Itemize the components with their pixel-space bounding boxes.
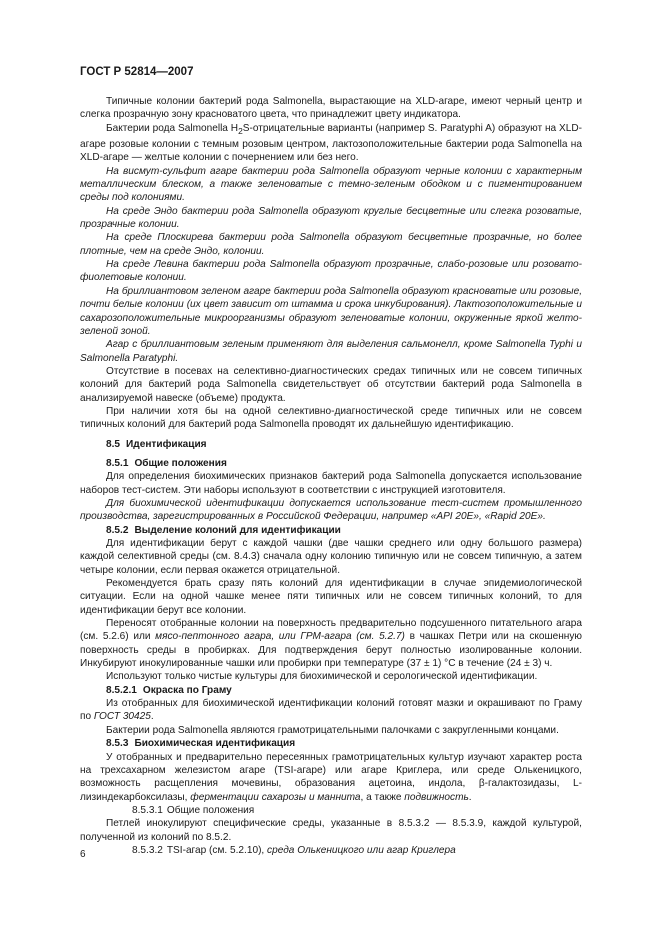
paragraph-h2s: Бактерии рода Salmonella $H_2S$-отрицательные варианты (например S. Paratyphi A) образуют на XLD-агаре розовые колонии с темным розовым центром, лактозоположительные бактерии рода Salmonella на XLD-агаре — желтые колонии с почернением или без него. — [80, 122, 582, 164]
paragraph: На среде Плоскирева бактерии рода Salmonella образуют бесцветные прозрачные, но более плотные, чем на среде Эндо, колонии. — [80, 232, 582, 257]
paragraph: На висмут-сульфит агаре бактерии рода Salmonella образуют черные колонии с характерным металлическим блеском, а также зеленоватые с темно-зеленым ободком и с пигментированием среды под колониями. — [80, 165, 582, 204]
paragraph: На среде Эндо бактерии рода Salmonella образуют круглые бесцветные или слегка розоватые, прозрачные колонии. — [80, 205, 582, 231]
paragraph-gram: Из отобранных для биохимической идентификации колоний готовят мазки и окрашивают по Граму по ГОСТ 30425. — [80, 698, 582, 723]
paragraph: Бактерии рода Salmonella являются грамотрицательными палочками с закругленными концами. — [106, 724, 559, 736]
paragraph: Для биохимической идентификации допускается использование тест-систем промышленного производства, зарегистрированных в Российской Федерации, например «API 20E», «Rapid 20E». — [80, 497, 582, 523]
section-heading-8-5-2: 8.5.2 Выделение колоний для идентификации — [106, 524, 341, 536]
page-number: 6 — [80, 849, 86, 860]
section-heading-8-5: 8.5 Идентификация — [106, 438, 207, 450]
paragraph: Для определения биохимических признаков бактерий рода Salmonella допускается использование наборов тест-систем. Эти наборы используют в соответствии с инструкцией изготовителя. — [80, 471, 582, 496]
page-body — [80, 95, 582, 857]
subsection-8-5-3-1: 8.5.3.1 Общие положения — [132, 804, 255, 816]
running-header: ГОСТ Р 52814—2007 — [80, 66, 194, 78]
section-heading-8-5-3: 8.5.3 Биохимическая идентификация — [106, 738, 296, 750]
paragraph: Агар с бриллиантовым зеленым применяют для выделения сальмонелл, кроме Salmonella Typhi и Salmonella Paratyphi. — [80, 339, 582, 364]
paragraph: Рекомендуется брать сразу пять колоний для идентификации в случае эпидемиологической ситуации. Если на одной чашке менее пяти типичных или не совсем типичных колоний, то для идентификации берут все колонии. — [80, 578, 582, 616]
paragraph: Петлей инокулируют специфические среды, указанные в 8.5.3.2 — 8.5.3.9, каждой культурой, полученной из колоний по 8.5.2. — [80, 818, 582, 843]
paragraph: При наличии хотя бы на одной селективно-диагностической среде типичных или не совсем типичных колоний для бактерий рода Salmonella проводят их дальнейшую идентификацию. — [80, 405, 582, 431]
paragraph: Используют только чистые культуры для биохимической и серологической идентификации. — [106, 671, 538, 683]
section-heading-8-5-2-1: 8.5.2.1 Окраска по Граму — [106, 684, 232, 696]
subsection-8-5-3-2: 8.5.3.2 TSI-агар (см. 5.2.10), среда Олькеницкого или агар Криглера — [132, 844, 456, 856]
paragraph-transfer: Переносят отобранные колонии на поверхность предварительно подсушенного питательного агара (см. 5.2.6) или мясо-пептонного агара, или ГРМ-агара (см. 5.2.7) в чашках Петри или на скошенную поверхность среды в пробирках. Для подтверждения берут полностью изолированные колонии. Инкубируют инокулированные чашки или пробирки при температуре (37 ± 1) °С в течение (24 ± 3) ч. — [80, 618, 583, 670]
paragraph: На бриллиантовом зеленом агаре бактерии рода Salmonella образуют красноватые или розовые, почти белые колонии (их цвет зависит от штамма и срока инкубирования). Лактозоположительные и сахарозоположительные микроорганизмы образуют зеленоватые колонии, окруженные яркой желто-зеленой зоной. — [80, 285, 582, 337]
section-heading-8-5-1: 8.5.1 Общие положения — [106, 457, 227, 469]
paragraph: На среде Левина бактерии рода Salmonella образуют прозрачные, слабо-розовые или розовато-фиолетовые колонии. — [80, 259, 582, 284]
paragraph: Для идентификации берут с каждой чашки (две чашки среднего или одну большого размера) каждой селективной среды (см. 8.4.3) сначала одну колонию типичную или не совсем типичную, а затем четыре колонии, если первая окажется отрицательной. — [80, 538, 582, 576]
paragraph-biochem: У отобранных и предварительно пересеянных грамотрицательных культур изучают характер роста на трехсахарном железистом агаре (TSI-агаре) или агаре Криглера, или среде Олькеницкого, возможность расщепления мочевины, образования ацетоина, индола, β-галактозидазы, L-лизиндекарбоксилазы, ферментации сахарозы и маннита, а также подвижность. — [80, 751, 582, 803]
paragraph: Типичные колонии бактерий рода Salmonella, вырастающие на XLD-агаре, имеют черный центр и слегка прозрачную зону красноватого цвета, что принадлежит цвету индикатора. — [80, 96, 582, 121]
paragraph: Отсутствие в посевах на селективно-диагностических средах типичных или не совсем типичных колоний для бактерий рода Salmonella свидетельствует об отсутствии бактерий рода Salmonella в анализируемой навеске (объеме) продукта. — [80, 365, 582, 404]
